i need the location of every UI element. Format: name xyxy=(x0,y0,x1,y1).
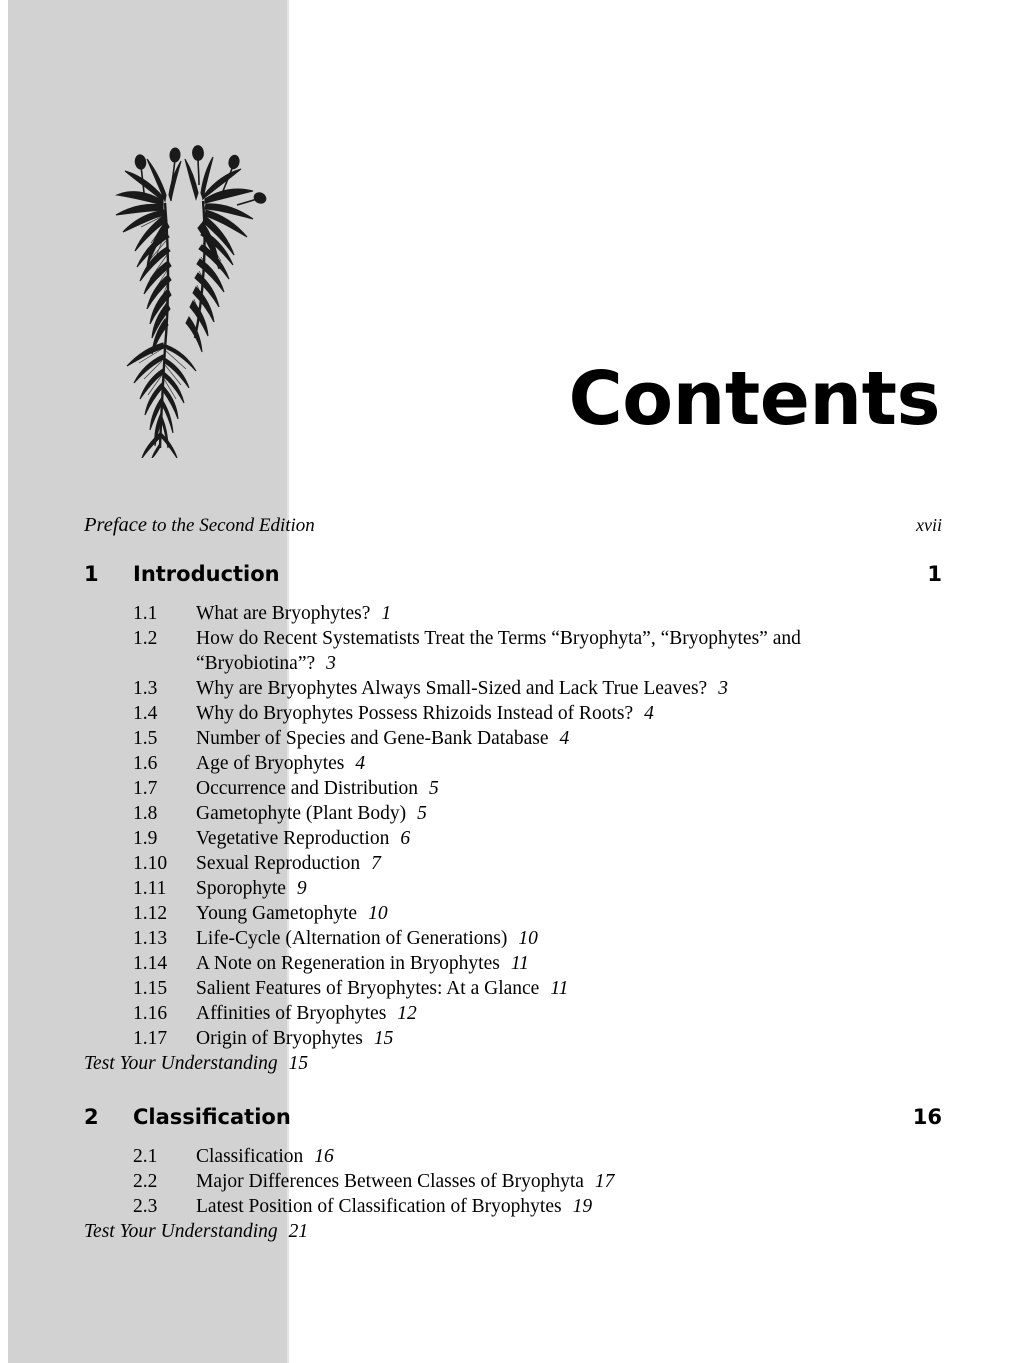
section-title xyxy=(196,751,942,776)
section-number: 1.12 xyxy=(133,903,168,924)
section-number: 2.3 xyxy=(133,1196,158,1217)
section-page-number: 3 xyxy=(718,678,728,699)
test-your-understanding-2[interactable] xyxy=(84,1219,942,1244)
section-entry[interactable] xyxy=(133,1194,942,1219)
moss-plant-illustration xyxy=(103,133,278,458)
preface-page-number: xvii xyxy=(916,515,942,535)
section-title xyxy=(196,676,942,701)
section-title xyxy=(196,951,942,976)
section-title xyxy=(196,826,942,851)
section-entry[interactable] xyxy=(133,851,942,876)
preface-label-lead: Preface xyxy=(84,514,147,536)
section-number: 1.15 xyxy=(133,978,168,999)
preface-label xyxy=(84,514,315,537)
test-label-2: Test Your Understanding xyxy=(84,1221,278,1242)
section-title xyxy=(196,901,942,926)
section-number: 1.14 xyxy=(133,953,168,974)
section-page-number: 19 xyxy=(572,1196,593,1217)
section-page-number: 16 xyxy=(314,1146,334,1167)
section-title xyxy=(196,1194,942,1219)
section-number: 1.9 xyxy=(133,828,158,849)
section-number: 1.11 xyxy=(133,878,167,899)
section-entry[interactable] xyxy=(133,1001,942,1026)
section-title-text: Occurrence and Distribution xyxy=(196,778,419,799)
chapter-number-1: 1 xyxy=(84,562,99,586)
section-title xyxy=(196,976,942,1001)
section-title-text: Sexual Reproduction xyxy=(196,853,361,874)
section-page-number: 11 xyxy=(550,978,569,999)
preface-entry[interactable] xyxy=(84,514,942,537)
section-title-text: Gametophyte (Plant Body) xyxy=(196,803,407,824)
section-page-number: 9 xyxy=(296,878,307,899)
section-page-number: 15 xyxy=(373,1028,394,1049)
section-number: 1.8 xyxy=(133,803,158,824)
section-title xyxy=(196,876,942,901)
section-title-text: Origin of Bryophytes xyxy=(196,1028,363,1049)
section-title-text: What are Bryophytes? xyxy=(196,603,371,624)
section-title xyxy=(196,1001,942,1026)
section-title xyxy=(196,776,942,801)
section-number: 1.2 xyxy=(133,628,158,649)
section-entry[interactable] xyxy=(133,901,942,926)
section-number: 1.16 xyxy=(133,1003,168,1024)
section-page-number: 12 xyxy=(397,1003,417,1024)
section-entry[interactable] xyxy=(133,751,942,776)
section-entry[interactable] xyxy=(133,1144,942,1169)
section-entry[interactable] xyxy=(133,701,942,726)
section-title-text: Vegetative Reproduction xyxy=(196,828,390,849)
section-title xyxy=(196,626,942,676)
section-title-text: Sporophyte xyxy=(196,878,286,899)
test-label-1: Test Your Understanding xyxy=(84,1053,278,1074)
chapter-title-1: Introduction xyxy=(133,562,280,586)
section-title-text: A Note on Regeneration in Bryophytes xyxy=(196,953,500,974)
section-title-text: Classification xyxy=(196,1146,304,1167)
section-page-number: 1 xyxy=(381,603,392,624)
section-title-text: Why are Bryophytes Always Small-Sized and Lack True Leaves? xyxy=(196,678,708,699)
section-number: 1.7 xyxy=(133,778,158,799)
preface-label-rest: to the Second Edition xyxy=(146,515,315,536)
section-entry[interactable] xyxy=(133,601,942,626)
section-entry[interactable] xyxy=(133,776,942,801)
section-page-number: 10 xyxy=(368,903,388,924)
chapter-entry-2 xyxy=(84,1105,942,1244)
section-number: 1.6 xyxy=(133,753,158,774)
test-page-1: 15 xyxy=(288,1053,309,1074)
chapter-heading-1[interactable] xyxy=(84,562,942,586)
section-title xyxy=(196,926,942,951)
section-page-number: 10 xyxy=(518,928,538,949)
section-number: 2.2 xyxy=(133,1171,158,1192)
section-page-number: 4 xyxy=(644,703,654,724)
section-title-text: Age of Bryophytes xyxy=(196,753,345,774)
section-entry[interactable] xyxy=(133,876,942,901)
section-title-text: Affinities of Bryophytes xyxy=(196,1003,387,1024)
section-page-number: 5 xyxy=(417,803,427,824)
section-number: 1.13 xyxy=(133,928,168,949)
section-title-text: Latest Position of Classification of Bryophytes xyxy=(196,1196,562,1217)
section-title-text: How do Recent Systematists Treat the Terms “Bryophyta”, “Bryophytes” and “Bryobiotina”? xyxy=(196,628,801,674)
section-title xyxy=(196,1169,942,1194)
section-title-text: Why do Bryophytes Possess Rhizoids Instead of Roots? xyxy=(196,703,634,724)
section-page-number: 6 xyxy=(400,828,411,849)
section-page-number: 5 xyxy=(429,778,439,799)
section-page-number: 4 xyxy=(559,728,570,749)
section-title xyxy=(196,726,942,751)
section-title-text: Salient Features of Bryophytes: At a Glance xyxy=(196,978,540,999)
chapter-title-2: Classification xyxy=(133,1105,291,1129)
section-title xyxy=(196,601,942,626)
section-number: 1.5 xyxy=(133,728,158,749)
section-entry[interactable] xyxy=(133,926,942,951)
section-title xyxy=(196,1026,942,1051)
section-title xyxy=(196,701,942,726)
test-your-understanding-1[interactable] xyxy=(84,1051,942,1076)
section-list-2 xyxy=(133,1144,942,1219)
section-number: 1.1 xyxy=(133,603,158,624)
section-title-text: Major Differences Between Classes of Bryophyta xyxy=(196,1171,584,1192)
section-page-number: 7 xyxy=(371,853,381,874)
section-title xyxy=(196,801,942,826)
section-entry[interactable] xyxy=(133,1169,942,1194)
section-title xyxy=(196,1144,942,1169)
section-number: 1.4 xyxy=(133,703,158,724)
chapter-page-number-1: 1 xyxy=(927,562,942,586)
section-entry[interactable] xyxy=(133,826,942,851)
section-title xyxy=(196,851,942,876)
chapter-number-2: 2 xyxy=(84,1105,99,1129)
section-number: 1.10 xyxy=(133,853,168,874)
section-entry[interactable] xyxy=(133,951,942,976)
section-title-text: Life-Cycle (Alternation of Generations) xyxy=(196,928,508,949)
section-page-number: 4 xyxy=(355,753,366,774)
section-number: 2.1 xyxy=(133,1146,158,1167)
section-entry[interactable] xyxy=(133,976,942,1001)
chapter-entry-1 xyxy=(84,562,942,1076)
chapter-heading-2[interactable] xyxy=(84,1105,942,1129)
section-entry[interactable] xyxy=(133,801,942,826)
section-number: 1.17 xyxy=(133,1028,168,1049)
section-entry[interactable] xyxy=(133,676,942,701)
section-page-number: 3 xyxy=(326,653,336,674)
chapter-page-number-2: 16 xyxy=(912,1105,942,1129)
page-title: Contents xyxy=(568,356,940,442)
section-number: 1.3 xyxy=(133,678,158,699)
section-list-1 xyxy=(133,601,942,1051)
section-entry[interactable] xyxy=(133,1026,942,1051)
section-page-number: 17 xyxy=(594,1171,615,1192)
section-entry[interactable] xyxy=(133,726,942,751)
section-title-text: Number of Species and Gene-Bank Database xyxy=(196,728,549,749)
test-page-2: 21 xyxy=(288,1221,309,1242)
section-entry[interactable] xyxy=(133,626,942,676)
section-page-number: 11 xyxy=(510,953,529,974)
section-title-text: Young Gametophyte xyxy=(196,903,358,924)
